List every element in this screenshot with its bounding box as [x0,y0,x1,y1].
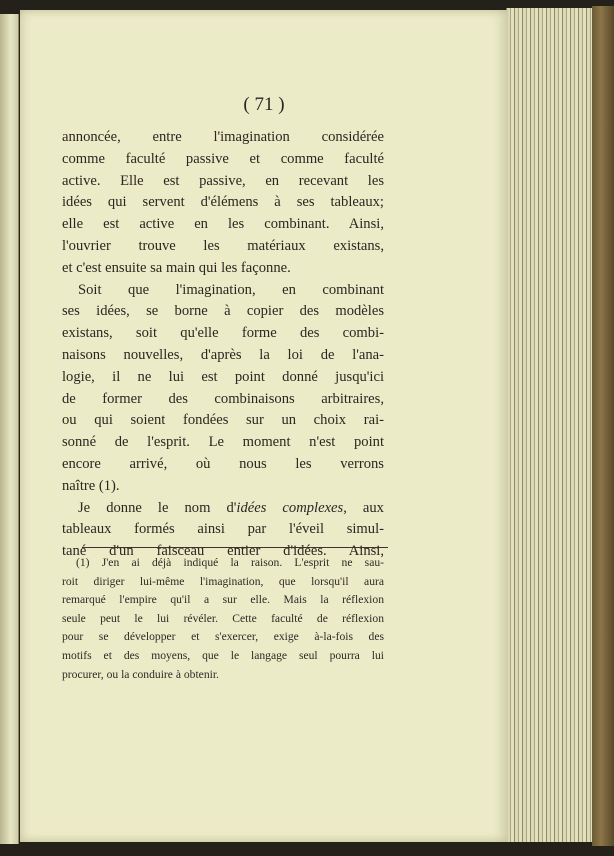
footnote-line: roit diriger lui-même l'imagination, que lorsqu'il aura [62,574,384,588]
footnote [62,554,384,684]
text-line: ou qui soient fondées sur un choix rai- [62,412,384,429]
text-line: et c'est ensuite sa main qui les façonne. [62,259,291,276]
text-line: idées qui servent d'élémens à ses tableaux; [62,194,384,211]
text-line: tableaux formés ainsi par l'éveil simul- [62,521,384,538]
text-line: elle est active en les combinant. Ainsi, [62,216,384,233]
footnote-line: (1) J'en ai déjà indiqué la raison. L'esprit ne sau- [76,556,384,569]
text-line: tané d'un faisceau entier d'idées. Ainsi, [62,543,384,560]
page-edges [506,8,599,842]
previous-page-edge [0,14,19,844]
text-line [62,498,384,520]
text-line: Soit que l'imagination, en combinant [78,281,384,298]
text-line: comme faculté passive et comme faculté [62,150,384,167]
text-line: sonné de l'esprit. Le moment n'est point [62,434,384,451]
text-segment: , aux [343,499,384,516]
text-line: de former des combinaisons arbitraires, [62,390,384,407]
footnote-line: pour se développer et s'exercer, exige à-la-fois des [62,630,384,644]
text-line: logie, il ne lui est point donné jusqu'ici [62,368,384,385]
body-text [62,127,384,563]
text-line: annoncée, entre l'imagination considérée [62,129,384,145]
text-line: ses idées, se borne à copier des modèles [62,303,384,320]
text-line: naisons nouvelles, d'après la loi de l'ana- [62,346,384,363]
text-segment: Je donne le nom d' [78,499,237,516]
footnote-line: remarqué l'empire qu'il a sur elle. Mais la réflexion [62,593,384,607]
text-line: active. Elle est passive, en recevant les [62,172,384,189]
page-number: ( 71 ) [243,94,285,115]
text-line: naître (1). [62,477,120,494]
italic-term: idées complexes [236,499,344,516]
footnote-rule [82,547,388,548]
footnote-line: seule peut le lui révéler. Cette faculté de réflexion [62,611,384,625]
book-cover-edge [592,6,614,846]
book-page [20,10,508,842]
text-line: l'ouvrier trouve les matériaux existans, [62,237,384,254]
footnote-line: motifs et des moyens, que le langage seul pourra lui [62,648,384,662]
text-line: existans, soit qu'elle forme des combi- [62,325,384,342]
footnote-line: procurer, ou la conduire à obtenir. [62,667,219,681]
text-line: encore arrivé, où nous les verrons [62,455,384,472]
